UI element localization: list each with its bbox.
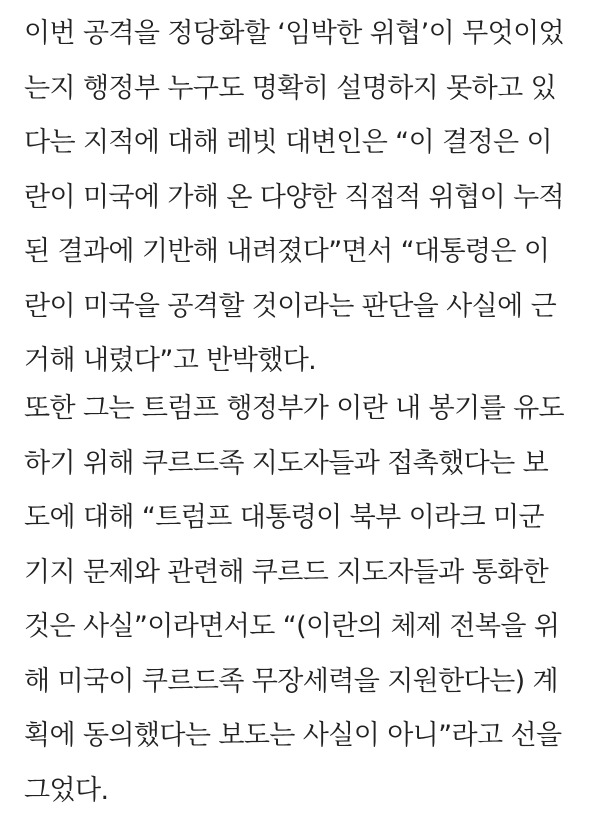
text-line: 다는 지적에 대해 레빗 대변인은 “이 결정은 이 — [24, 116, 564, 171]
text-line: 란이 미국을 공격할 것이라는 판단을 사실에 근 — [24, 280, 564, 335]
text-line: 된 결과에 기반해 내려졌다”면서 “대통령은 이 — [24, 225, 564, 280]
text-line: 도에 대해 “트럼프 대통령이 북부 이라크 미군 — [24, 491, 564, 546]
text-line: 것은 사실”이라면서도 “(이란의 체제 전복을 위 — [24, 600, 564, 655]
paragraph-2 — [24, 382, 564, 818]
text-line: 그었다. — [24, 764, 564, 818]
text-line: 또한 그는 트럼프 행정부가 이란 내 봉기를 유도 — [24, 382, 564, 437]
text-line: 획에 동의했다는 보도는 사실이 아니”라고 선을 — [24, 709, 564, 764]
text-line: 는지 행정부 누구도 명확히 설명하지 못하고 있 — [24, 62, 564, 117]
text-line: 기지 문제와 관련해 쿠르드 지도자들과 통화한 — [24, 546, 564, 601]
text-line: 거해 내렸다”고 반박했다. — [24, 334, 564, 389]
text-line: 이번 공격을 정당화할 ‘임박한 위협’이 무엇이었 — [24, 7, 564, 62]
paragraph-1 — [24, 7, 564, 389]
text-line: 해 미국이 쿠르드족 무장세력을 지원한다는) 계 — [24, 655, 564, 710]
text-line: 란이 미국에 가해 온 다양한 직접적 위협이 누적 — [24, 171, 564, 226]
text-line: 하기 위해 쿠르드족 지도자들과 접촉했다는 보 — [24, 437, 564, 492]
